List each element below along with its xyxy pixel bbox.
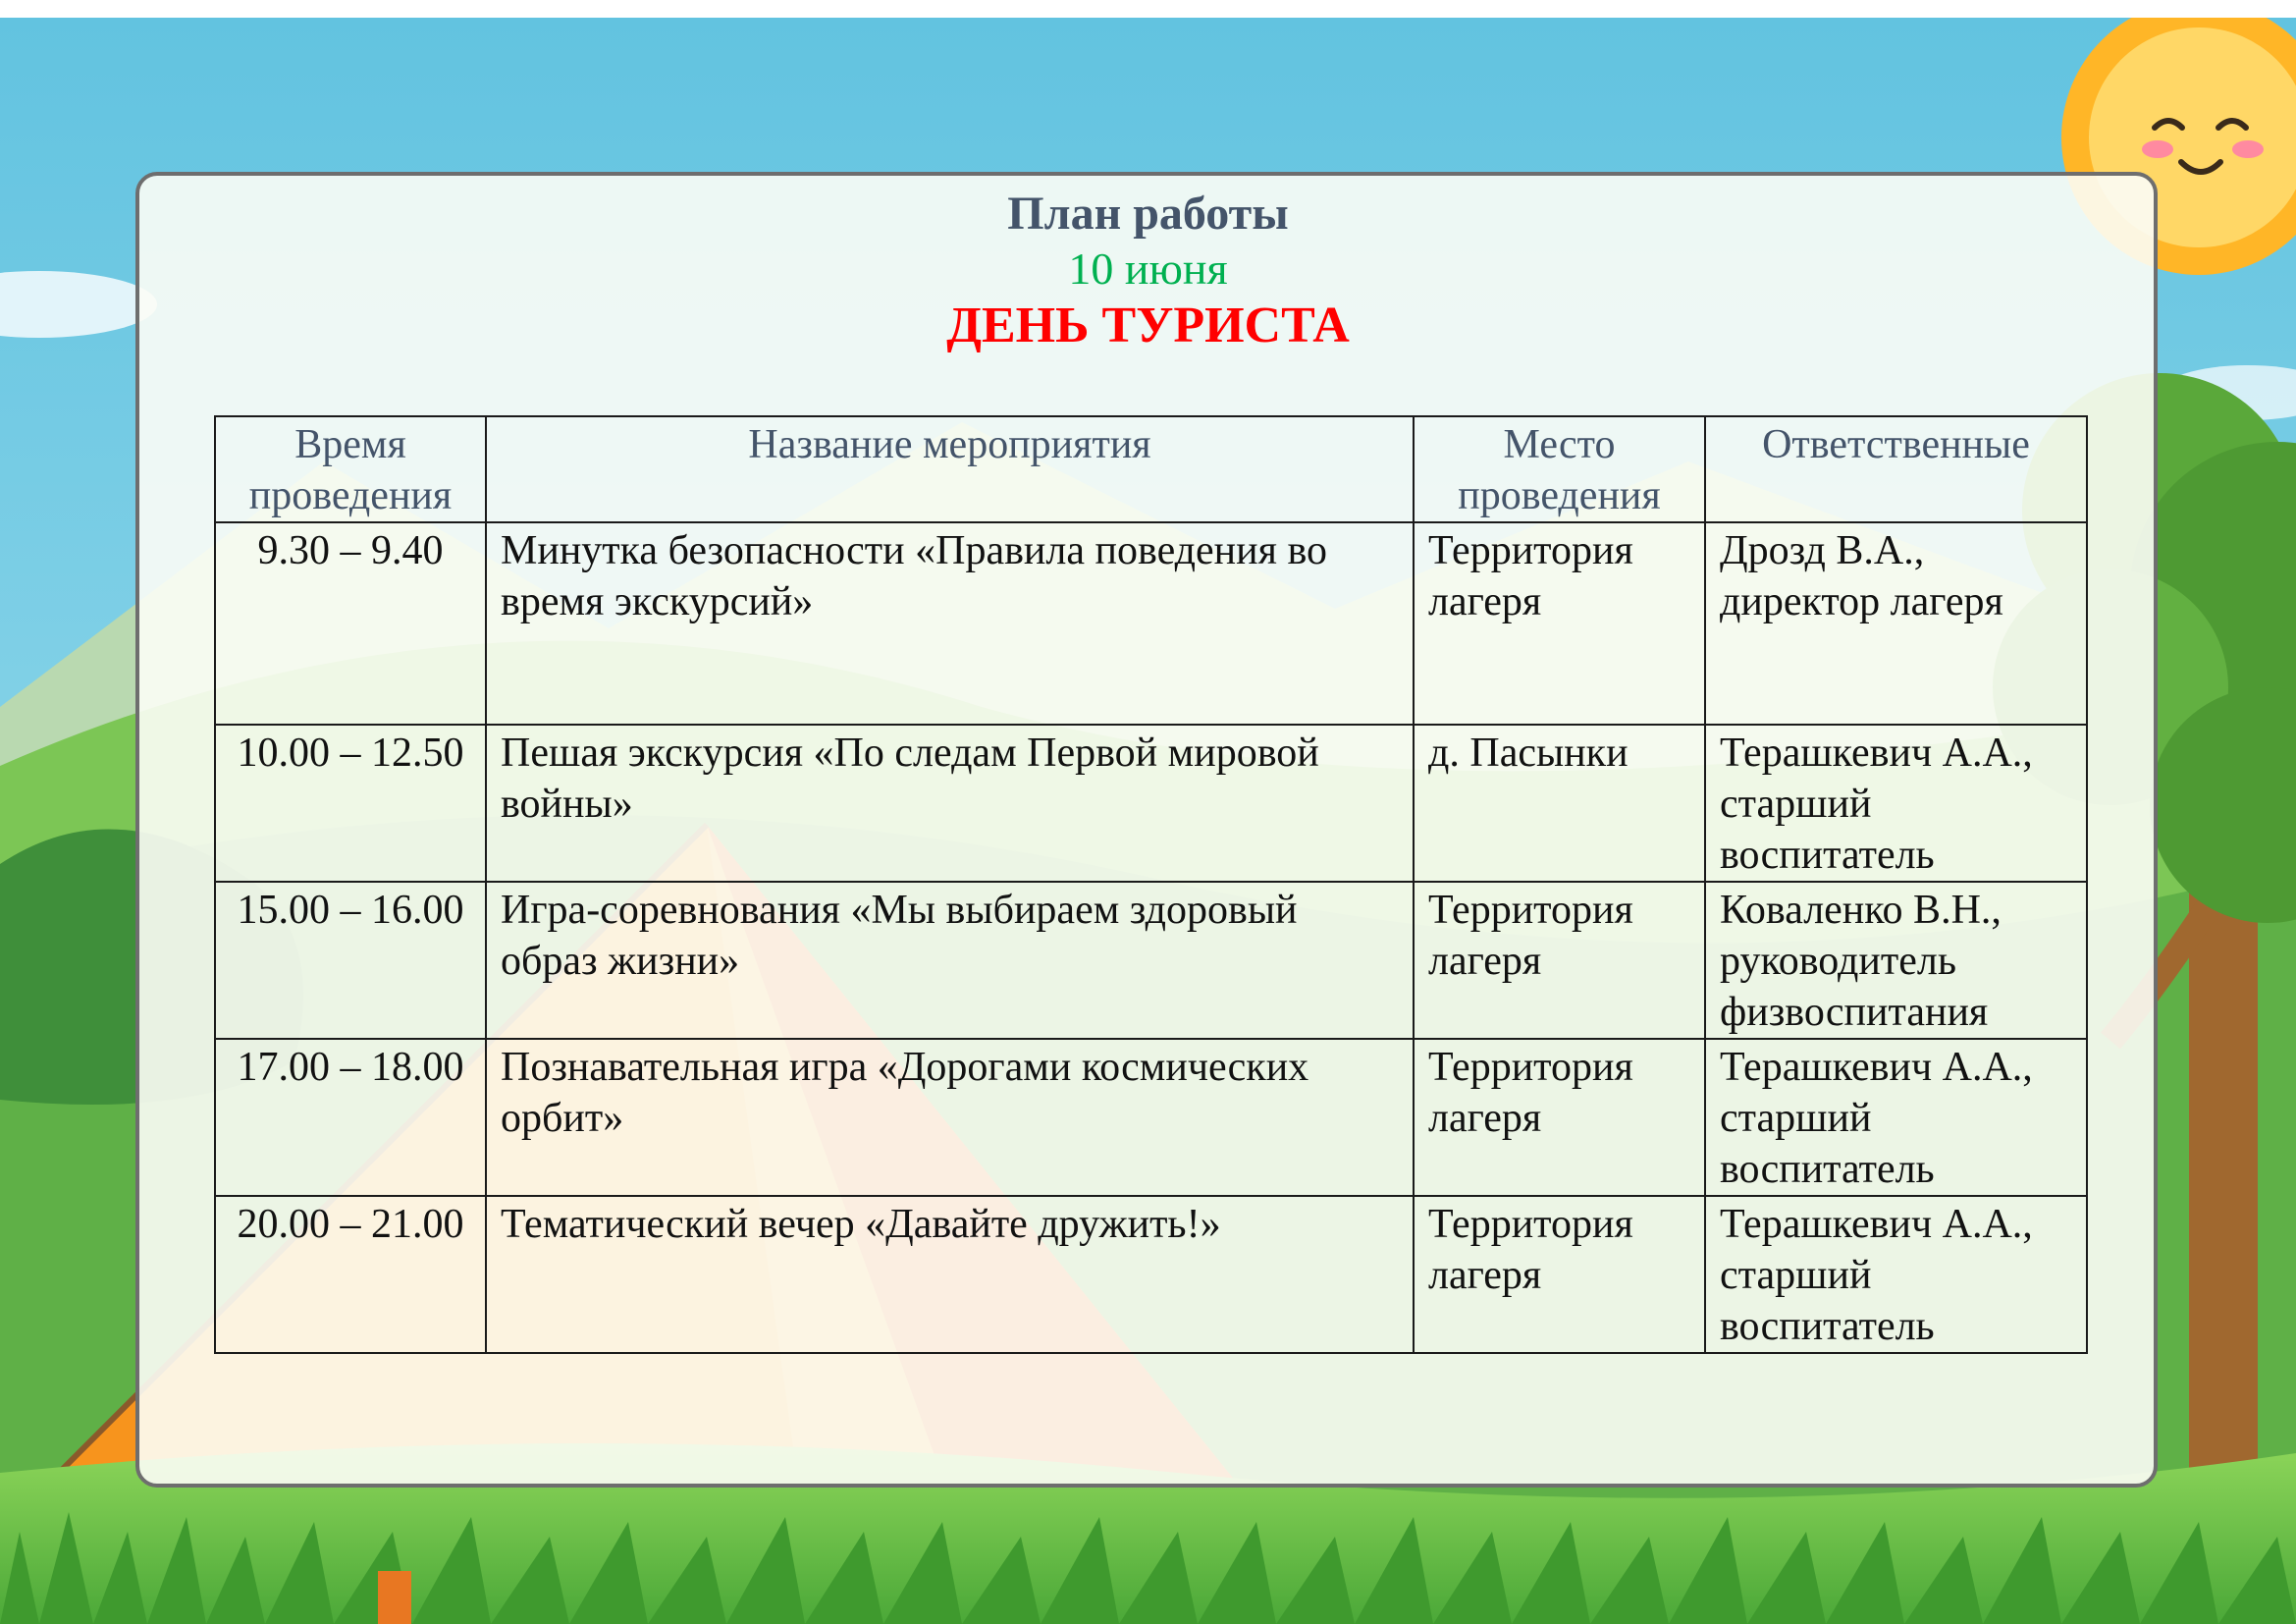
cell-time: 20.00 – 21.00 (215, 1196, 486, 1353)
day-name: ДЕНЬ ТУРИСТА (946, 298, 1350, 353)
table-row (215, 725, 2087, 882)
table-header-row (215, 416, 2087, 522)
schedule-table (214, 415, 2088, 1354)
cell-event: Тематический вечер «Давайте дружить!» (486, 1196, 1414, 1353)
cell-place: Территория лагеря (1414, 1039, 1705, 1196)
cell-time: 9.30 – 9.40 (215, 522, 486, 725)
cell-time: 17.00 – 18.00 (215, 1039, 486, 1196)
table-row (215, 1039, 2087, 1196)
table-row (215, 882, 2087, 1039)
heading-block (0, 187, 2296, 355)
column-header-place: Место проведения (1414, 416, 1705, 522)
cell-event: Минутка безопасности «Правила поведения во время экскурсий» (486, 522, 1414, 725)
cell-place: Территория лагеря (1414, 882, 1705, 1039)
column-header-time: Время проведения (215, 416, 486, 522)
table-row (215, 1196, 2087, 1353)
cell-event: Игра-соревнования «Мы выбираем здоровый образ жизни» (486, 882, 1414, 1039)
cell-event: Познавательная игра «Дорогами космических орбит» (486, 1039, 1414, 1196)
page-title: План работы (1007, 188, 1289, 240)
cell-time: 15.00 – 16.00 (215, 882, 486, 1039)
page-date: 10 июня (1068, 244, 1228, 294)
column-header-event: Название мероприятия (486, 416, 1414, 522)
table-row (215, 522, 2087, 725)
cell-responsible: Терашкевич А.А., старший воспитатель (1705, 1039, 2087, 1196)
cell-time: 10.00 – 12.50 (215, 725, 486, 882)
column-header-responsible: Ответственные (1705, 416, 2087, 522)
cell-responsible: Коваленко В.Н., руководитель физвоспитания (1705, 882, 2087, 1039)
cell-event: Пешая экскурсия «По следам Первой мировой войны» (486, 725, 1414, 882)
cell-place: д. Пасынки (1414, 725, 1705, 882)
cell-responsible: Дрозд В.А., директор лагеря (1705, 522, 2087, 725)
cell-place: Территория лагеря (1414, 522, 1705, 725)
cell-responsible: Терашкевич А.А., старший воспитатель (1705, 725, 2087, 882)
cell-responsible: Терашкевич А.А., старший воспитатель (1705, 1196, 2087, 1353)
cell-place: Территория лагеря (1414, 1196, 1705, 1353)
